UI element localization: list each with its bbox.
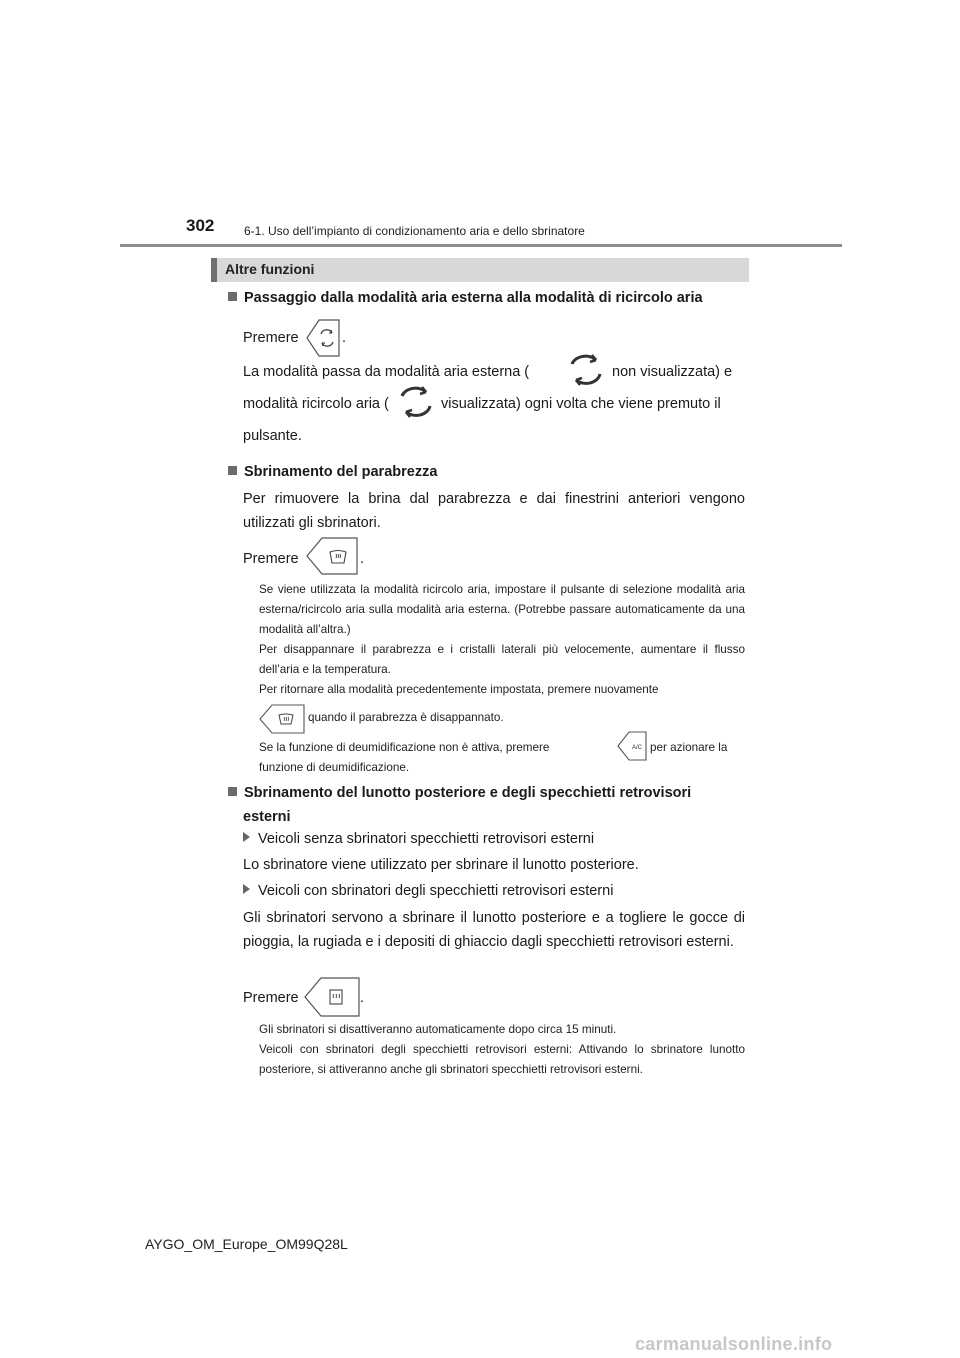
press-label: Premere: [243, 330, 299, 346]
windshield-press-end: .: [360, 551, 365, 567]
windshield-note-2: Per disappannare il parabrezza e i cristalli laterali più velocemente, aumentare il flusso dell’aria e la temperatura.: [259, 643, 745, 676]
section-bar: [211, 258, 749, 282]
rear-defroster-button-icon: [304, 977, 360, 1017]
heading-square-icon: [228, 466, 237, 475]
windshield-defroster-icon-small: [259, 704, 305, 734]
rear-note-1: Gli sbrinatori si disattiveranno automaticamente dopo circa 15 minuti.: [259, 1023, 617, 1036]
windshield-body: Per rimuovere la brina dal parabrezza e dai finestrini anteriori vengono utilizzati gli sbrinatori.: [243, 491, 745, 531]
recirc-press-line: [243, 326, 299, 350]
section-bar-title: Altre funzioni: [225, 261, 315, 277]
windshield-note-4-b: per azionare la: [650, 741, 728, 754]
recirculation-button-icon: [306, 319, 340, 357]
rear-note-2: Veicoli con sbrinatori degli specchietti retrovisori esterni: Attivando lo sbrinatore lunotto posteriore, si attiveranno anche gli sbrinatori specchietti retrovisori esterni.: [259, 1043, 745, 1076]
recirc-heading-text: Passaggio dalla modalità aria esterna alla modalità di ricircolo aria: [244, 290, 703, 306]
windshield-heading: [228, 460, 748, 484]
ac-button-icon: [617, 731, 647, 761]
rear-body-2: Gli sbrinatori servono a sbrinare il lunotto posteriore e a togliere le gocce di pioggia, la rugiada e i depositi di ghiaccio dagli specchietti retrovisori esterni.: [243, 910, 745, 950]
section-title: 6-1. Uso dell’impianto di condizionamento aria e dello sbrinatore: [244, 224, 585, 238]
rear-bullet-1: [243, 827, 594, 851]
rear-press-label: Premere: [243, 990, 299, 1006]
heading-square-icon: [228, 787, 237, 796]
rear-bullet-1-text: Veicoli senza sbrinatori specchietti retrovisori esterni: [258, 831, 595, 847]
rear-heading-line2: esterni: [243, 809, 291, 825]
windshield-note-4-c: funzione di deumidificazione.: [259, 761, 410, 774]
rear-bullet-2: [243, 879, 613, 903]
page-number: 302: [186, 216, 215, 235]
recirculation-air-icon: [396, 384, 436, 420]
bullet-triangle-icon: [243, 884, 250, 894]
watermark: carmanualsonline.info: [635, 1334, 833, 1354]
header-divider: [120, 244, 842, 247]
recirc-heading: [228, 286, 748, 310]
windshield-note-3-cont: quando il parabrezza è disappannato.: [308, 711, 504, 724]
rear-press-end: .: [360, 990, 365, 1006]
document-code: AYGO_OM_Europe_OM99Q28L: [145, 1236, 348, 1252]
rear-body-1: Lo sbrinatore viene utilizzato per sbrinare il lunotto posteriore.: [243, 857, 639, 873]
ac-icon-label: A/C: [632, 745, 643, 751]
rear-heading-line1: Sbrinamento del lunotto posteriore e degli specchietti retrovisori: [244, 785, 692, 801]
recirc-line3: pulsante.: [243, 428, 302, 444]
bullet-triangle-icon: [243, 832, 250, 842]
rear-heading: [228, 781, 748, 805]
section-bar-accent: [211, 258, 217, 282]
recirc-line1-a: La modalità passa da modalità aria esterna (: [243, 364, 530, 380]
heading-square-icon: [228, 292, 237, 301]
recirc-line2-a: modalità ricircolo aria (: [243, 396, 389, 412]
windshield-note-1: Se viene utilizzata la modalità ricircolo aria, impostare il pulsante di selezione modalità aria esterna/ricircolo aria sulla modalità aria esterna. (Potrebbe passare automaticamente da una modalità all’altra.): [259, 583, 745, 636]
windshield-press-label: Premere: [243, 551, 299, 567]
rear-bullet-2-text: Veicoli con sbrinatori degli specchietti retrovisori esterni: [258, 883, 614, 899]
recirc-line2-b: visualizzata) ogni volta che viene premuto il: [441, 396, 721, 412]
windshield-defroster-button-icon: [306, 537, 358, 575]
windshield-note-3: Per ritornare alla modalità precedentemente impostata, premere nuovamente: [259, 683, 659, 696]
windshield-note-4-a: Se la funzione di deumidificazione non è attiva, premere: [259, 741, 550, 754]
outside-air-icon: [566, 352, 606, 388]
press-end: .: [342, 330, 347, 346]
recirc-line1-b: non visualizzata) e: [612, 364, 733, 380]
windshield-heading-text: Sbrinamento del parabrezza: [244, 464, 438, 480]
